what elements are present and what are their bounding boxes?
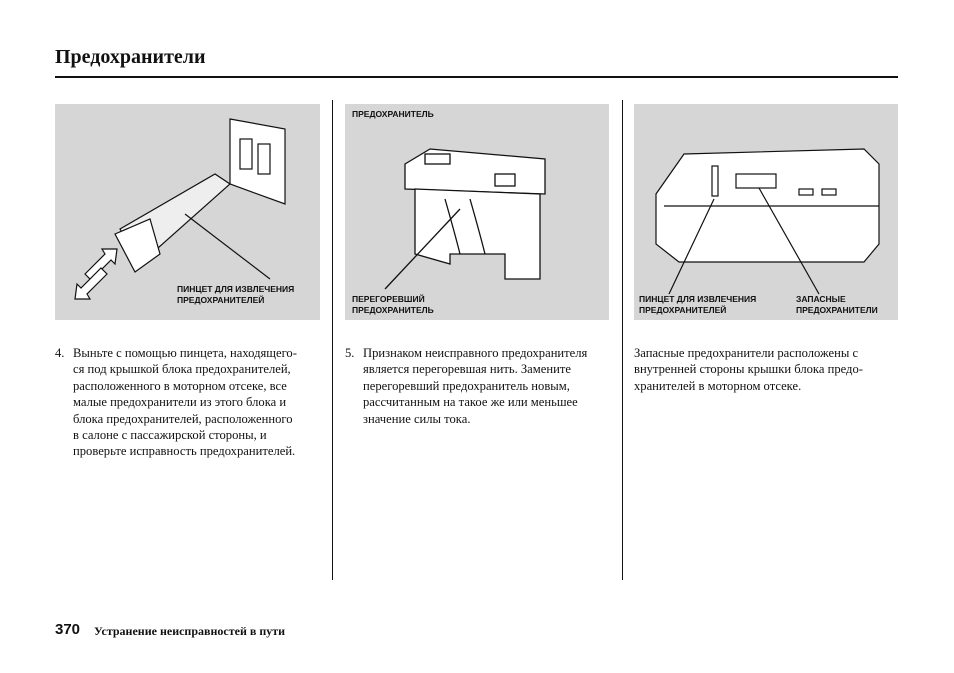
figure-label: ПРЕДОХРАНИТЕЛИ <box>796 305 878 315</box>
text-line: в салоне с пассажирской стороны, и <box>73 428 267 443</box>
step-4 <box>55 345 325 460</box>
figure-label: ПИНЦЕТ ДЛЯ ИЗВЛЕЧЕНИЯ <box>177 284 295 294</box>
figure-label: ПИНЦЕТ ДЛЯ ИЗВЛЕЧЕНИЯ <box>639 294 757 304</box>
figure-label: ПРЕДОХРАНИТЕЛЕЙ <box>177 295 265 305</box>
text-line: значение силы тока. <box>363 411 471 426</box>
figure-label: ЗАПАСНЫЕ <box>796 294 846 304</box>
figure-fuse-puller <box>55 104 320 320</box>
page-number: 370 <box>55 621 81 638</box>
figure-label: ПРЕДОХРАНИТЕЛЬ <box>352 305 434 315</box>
text-line: ся под крышкой блока предохранителей, <box>73 362 291 377</box>
figure-fuse <box>345 104 609 320</box>
text-line: перегоревший предохранитель новым, <box>363 378 570 393</box>
figure-label: ПЕРЕГОРЕВШИЙ <box>352 294 425 304</box>
text-line: проверьте исправность предохранителей. <box>73 444 296 459</box>
figure-label: ПРЕДОХРАНИТЕЛЕЙ <box>639 305 727 315</box>
column-divider <box>332 100 333 580</box>
page-title: Предохранители <box>55 46 206 68</box>
fuse-illustration <box>345 104 609 320</box>
text-line: внутренней стороны крышки блока предо- <box>634 362 863 377</box>
spare-fuses-note <box>634 345 898 394</box>
step-5 <box>345 345 615 427</box>
text-line: малые предохранители из этого блока и <box>73 395 287 410</box>
column-divider <box>622 100 623 580</box>
section-title: Устранение неисправностей в пути <box>94 624 286 638</box>
step-number: 4. <box>55 346 65 360</box>
figure-fuse-box-lid <box>634 104 898 320</box>
fuse-box-lid-illustration <box>634 104 898 320</box>
title-rule <box>55 76 898 78</box>
text-line: Признаком неисправного предохранителя <box>363 346 588 360</box>
text-line: Запасные предохранители расположены с <box>634 346 859 360</box>
text-line: расположенного в моторном отсеке, все <box>73 378 287 393</box>
figure-label: ПРЕДОХРАНИТЕЛЬ <box>352 109 434 119</box>
text-line: блока предохранителей, расположенного <box>73 411 293 426</box>
text-line: рассчитанным на такое же или меньшее <box>363 395 578 410</box>
text-line: Выньте с помощью пинцета, находящего- <box>73 346 297 360</box>
text-line: является перегоревшая нить. Замените <box>363 362 571 377</box>
step-number: 5. <box>345 346 355 360</box>
text-line: хранителей в моторном отсеке. <box>634 378 802 393</box>
